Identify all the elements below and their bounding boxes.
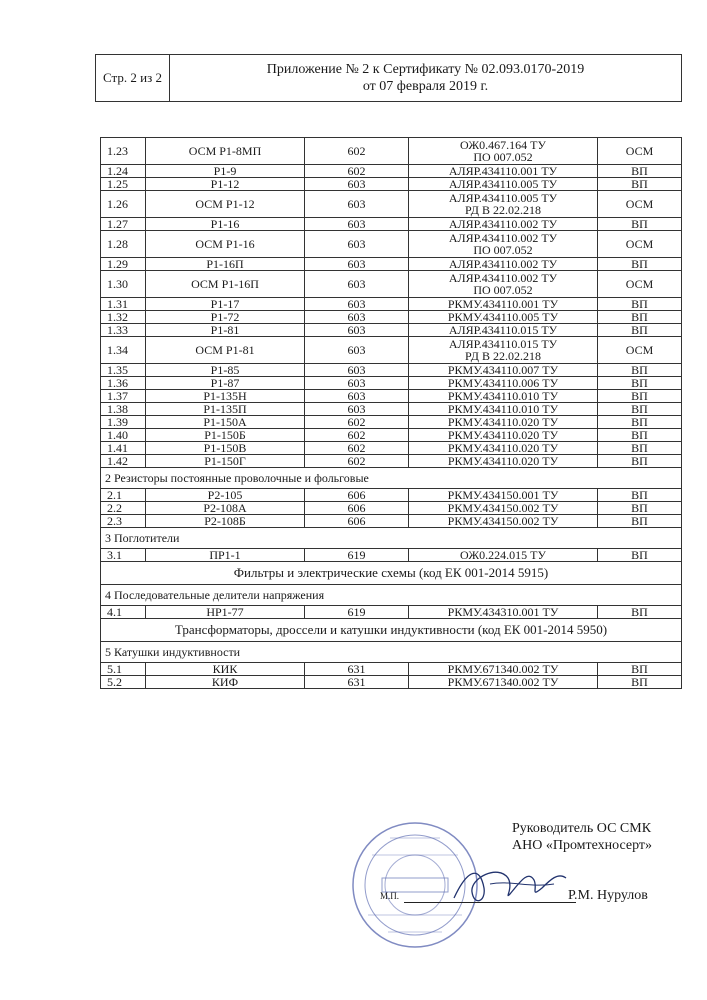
item-number: 5.1 [101, 663, 146, 676]
acceptance-type: ВП [598, 455, 682, 468]
acceptance-type: ОСМ [598, 231, 682, 258]
product-name: КИК [146, 663, 305, 676]
table-row [101, 429, 682, 442]
spec-line: РКМУ.434150.002 ТУ [447, 514, 559, 528]
table-row [101, 377, 682, 390]
spec-line: РКМУ.434110.020 ТУ [447, 415, 559, 429]
acceptance-type: ВП [598, 258, 682, 271]
spec-line: РКМУ.434110.001 ТУ [447, 297, 559, 311]
acceptance-type: ВП [598, 324, 682, 337]
item-number: 1.31 [101, 298, 146, 311]
specification [409, 676, 598, 689]
section-heading: 2 Резисторы постоянные проволочные и фольговые [101, 468, 682, 489]
table-row [101, 218, 682, 231]
product-name: Р2-108Б [146, 515, 305, 528]
spec-line: РКМУ.434150.002 ТУ [447, 501, 559, 515]
acceptance-type: ОСМ [598, 138, 682, 165]
product-code: 603 [305, 377, 409, 390]
specification [409, 442, 598, 455]
product-code: 619 [305, 606, 409, 619]
product-name: Р1-16П [146, 258, 305, 271]
table-row [101, 138, 682, 165]
spec-line: ПО 007.052 [473, 283, 533, 297]
item-number: 1.30 [101, 271, 146, 298]
item-number: 2.3 [101, 515, 146, 528]
specification [409, 515, 598, 528]
signer-name: Р.М. Нурулов [568, 888, 648, 903]
specification [409, 663, 598, 676]
signature-line [380, 888, 670, 908]
document-title [170, 55, 681, 101]
specification [409, 324, 598, 337]
specification [409, 606, 598, 619]
signer-organization: АНО «Промтехносерт» [512, 838, 653, 853]
product-code: 602 [305, 416, 409, 429]
spec-line: АЛЯР.434110.005 ТУ [448, 191, 558, 205]
product-name: ОСМ Р1-8МП [146, 138, 305, 165]
product-code: 602 [305, 138, 409, 165]
section-heading: 5 Катушки индуктивности [101, 642, 682, 663]
specification [409, 165, 598, 178]
acceptance-type: ВП [598, 429, 682, 442]
product-name: Р1-135Н [146, 390, 305, 403]
item-number: 2.2 [101, 502, 146, 515]
spec-line: РКМУ.434310.001 ТУ [447, 605, 559, 619]
item-number: 1.39 [101, 416, 146, 429]
table-row [101, 403, 682, 416]
section-row [101, 528, 682, 549]
product-name: Р1-16 [146, 218, 305, 231]
product-name: Р2-105 [146, 489, 305, 502]
spec-line: АЛЯР.434110.001 ТУ [448, 164, 558, 178]
spec-line: РКМУ.434110.010 ТУ [447, 402, 559, 416]
product-name: Р1-150Б [146, 429, 305, 442]
item-number: 1.29 [101, 258, 146, 271]
item-number: 1.32 [101, 311, 146, 324]
specification [409, 416, 598, 429]
acceptance-type: ВП [598, 416, 682, 429]
item-number: 5.2 [101, 676, 146, 689]
product-code: 603 [305, 364, 409, 377]
product-name: ОСМ Р1-81 [146, 337, 305, 364]
spec-line: ОЖ0.224.015 ТУ [460, 548, 546, 562]
product-code: 603 [305, 311, 409, 324]
product-name: Р1-72 [146, 311, 305, 324]
table-row [101, 165, 682, 178]
product-code: 619 [305, 549, 409, 562]
product-name: Р1-135П [146, 403, 305, 416]
item-number: 1.34 [101, 337, 146, 364]
specification [409, 489, 598, 502]
spec-line: РКМУ.434110.007 ТУ [447, 363, 559, 377]
product-name: Р1-150Г [146, 455, 305, 468]
item-number: 1.40 [101, 429, 146, 442]
acceptance-type: ВП [598, 515, 682, 528]
item-number: 1.37 [101, 390, 146, 403]
item-number: 1.27 [101, 218, 146, 231]
product-code: 606 [305, 502, 409, 515]
specification [409, 218, 598, 231]
spec-line: АЛЯР.434110.002 ТУ [448, 217, 558, 231]
table-row [101, 390, 682, 403]
product-name: ОСМ Р1-12 [146, 191, 305, 218]
product-code: 603 [305, 191, 409, 218]
acceptance-type: ВП [598, 377, 682, 390]
spec-line: АЛЯР.434110.015 ТУ [448, 323, 558, 337]
group-row [101, 562, 682, 585]
product-name: Р2-108А [146, 502, 305, 515]
spec-line: РКМУ.434150.001 ТУ [447, 488, 559, 502]
product-code: 603 [305, 218, 409, 231]
item-number: 1.33 [101, 324, 146, 337]
spec-line: РКМУ.434110.010 ТУ [447, 389, 559, 403]
product-name: Р1-87 [146, 377, 305, 390]
seal-place-label: М.П. [380, 891, 400, 901]
table-row [101, 416, 682, 429]
acceptance-type: ВП [598, 502, 682, 515]
item-number: 1.28 [101, 231, 146, 258]
specification [409, 311, 598, 324]
table-row [101, 515, 682, 528]
acceptance-type: ОСМ [598, 191, 682, 218]
table-row [101, 324, 682, 337]
section-heading: 3 Поглотители [101, 528, 682, 549]
spec-line: РКМУ.434110.020 ТУ [447, 428, 559, 442]
acceptance-type: ВП [598, 218, 682, 231]
spec-line: АЛЯР.434110.005 ТУ [448, 177, 558, 191]
spec-line: РКМУ.671340.002 ТУ [447, 662, 559, 676]
product-name: Р1-150А [146, 416, 305, 429]
acceptance-type: ОСМ [598, 271, 682, 298]
item-number: 1.23 [101, 138, 146, 165]
product-name: ОСМ Р1-16 [146, 231, 305, 258]
specification [409, 258, 598, 271]
specification [409, 455, 598, 468]
acceptance-type: ВП [598, 663, 682, 676]
spec-line: РКМУ.434110.006 ТУ [447, 376, 559, 390]
product-code: 602 [305, 442, 409, 455]
spec-line: АЛЯР.434110.002 ТУ [448, 257, 558, 271]
product-code: 603 [305, 324, 409, 337]
table-row [101, 311, 682, 324]
table-row [101, 271, 682, 298]
section-row [101, 468, 682, 489]
item-number: 1.24 [101, 165, 146, 178]
table-row [101, 549, 682, 562]
product-code: 603 [305, 231, 409, 258]
section-heading: 4 Последовательные делители напряжения [101, 585, 682, 606]
signature-title [512, 820, 652, 854]
table-row [101, 455, 682, 468]
acceptance-type: ВП [598, 549, 682, 562]
signer-position: Руководитель ОС СМК [512, 821, 652, 836]
section-row [101, 585, 682, 606]
spec-line: РД В 22.02.218 [465, 349, 541, 363]
product-name: ПР1-1 [146, 549, 305, 562]
specification [409, 271, 598, 298]
product-code: 603 [305, 337, 409, 364]
group-heading: Трансформаторы, дроссели и катушки индуктивности (код ЕК 001-2014 5950) [101, 619, 682, 642]
table-row [101, 442, 682, 455]
table-row [101, 663, 682, 676]
item-number: 1.35 [101, 364, 146, 377]
spec-line: ПО 007.052 [473, 150, 533, 164]
item-number: 3.1 [101, 549, 146, 562]
acceptance-type: ВП [598, 390, 682, 403]
product-name: НР1-77 [146, 606, 305, 619]
acceptance-type: ВП [598, 403, 682, 416]
product-code: 602 [305, 165, 409, 178]
spec-line: ПО 007.052 [473, 243, 533, 257]
specification [409, 403, 598, 416]
item-number: 1.26 [101, 191, 146, 218]
section-row [101, 642, 682, 663]
product-name: Р1-9 [146, 165, 305, 178]
product-name: Р1-81 [146, 324, 305, 337]
item-number: 1.38 [101, 403, 146, 416]
product-code: 631 [305, 676, 409, 689]
table-row [101, 258, 682, 271]
product-code: 606 [305, 515, 409, 528]
table-row [101, 606, 682, 619]
acceptance-type: ОСМ [598, 337, 682, 364]
item-number: 1.41 [101, 442, 146, 455]
specification [409, 231, 598, 258]
title-line-1: Приложение № 2 к Сертификату № 02.093.0170-2019 [266, 62, 585, 77]
acceptance-type: ВП [598, 364, 682, 377]
specification [409, 390, 598, 403]
acceptance-type: ВП [598, 606, 682, 619]
product-name: Р1-150В [146, 442, 305, 455]
acceptance-type: ВП [598, 298, 682, 311]
table-row [101, 231, 682, 258]
spec-line: РД В 22.02.218 [465, 203, 541, 217]
product-code: 602 [305, 429, 409, 442]
item-number: 1.36 [101, 377, 146, 390]
product-code: 606 [305, 489, 409, 502]
table-row [101, 298, 682, 311]
table-row [101, 337, 682, 364]
specification [409, 298, 598, 311]
specification [409, 429, 598, 442]
acceptance-type: ВП [598, 165, 682, 178]
group-row [101, 619, 682, 642]
table-row [101, 178, 682, 191]
table-row [101, 489, 682, 502]
page-number: Стр. 2 из 2 [96, 55, 170, 101]
table-row [101, 191, 682, 218]
specification [409, 364, 598, 377]
table-row [101, 502, 682, 515]
table-row [101, 364, 682, 377]
product-code: 603 [305, 271, 409, 298]
spec-line: РКМУ.434110.005 ТУ [447, 310, 559, 324]
item-number: 1.42 [101, 455, 146, 468]
product-name: Р1-85 [146, 364, 305, 377]
item-number: 1.25 [101, 178, 146, 191]
spec-line: РКМУ.671340.002 ТУ [447, 675, 559, 689]
spec-line: АЛЯР.434110.002 ТУ [448, 231, 558, 245]
acceptance-type: ВП [598, 489, 682, 502]
signature-underline [404, 902, 576, 903]
spec-line: РКМУ.434110.020 ТУ [447, 454, 559, 468]
title-line-2: от 07 февраля 2019 г. [362, 79, 489, 94]
acceptance-type: ВП [598, 178, 682, 191]
acceptance-type: ВП [598, 676, 682, 689]
product-name: ОСМ Р1-16П [146, 271, 305, 298]
specification [409, 138, 598, 165]
item-number: 2.1 [101, 489, 146, 502]
spec-line: АЛЯР.434110.002 ТУ [448, 271, 558, 285]
certificate-table [100, 137, 682, 689]
product-name: Р1-12 [146, 178, 305, 191]
acceptance-type: ВП [598, 442, 682, 455]
product-code: 602 [305, 455, 409, 468]
spec-line: АЛЯР.434110.015 ТУ [448, 337, 558, 351]
product-code: 603 [305, 298, 409, 311]
spec-line: ОЖ0.467.164 ТУ [460, 138, 546, 152]
product-name: Р1-17 [146, 298, 305, 311]
specification [409, 337, 598, 364]
table-row [101, 676, 682, 689]
product-code: 603 [305, 178, 409, 191]
spec-line: РКМУ.434110.020 ТУ [447, 441, 559, 455]
product-code: 603 [305, 403, 409, 416]
product-name: КИФ [146, 676, 305, 689]
acceptance-type: ВП [598, 311, 682, 324]
specification [409, 549, 598, 562]
item-number: 4.1 [101, 606, 146, 619]
group-heading: Фильтры и электрические схемы (код ЕК 001-2014 5915) [101, 562, 682, 585]
product-code: 631 [305, 663, 409, 676]
specification [409, 377, 598, 390]
specification [409, 502, 598, 515]
document-header [95, 54, 682, 102]
specification [409, 191, 598, 218]
product-code: 603 [305, 390, 409, 403]
specification [409, 178, 598, 191]
product-code: 603 [305, 258, 409, 271]
